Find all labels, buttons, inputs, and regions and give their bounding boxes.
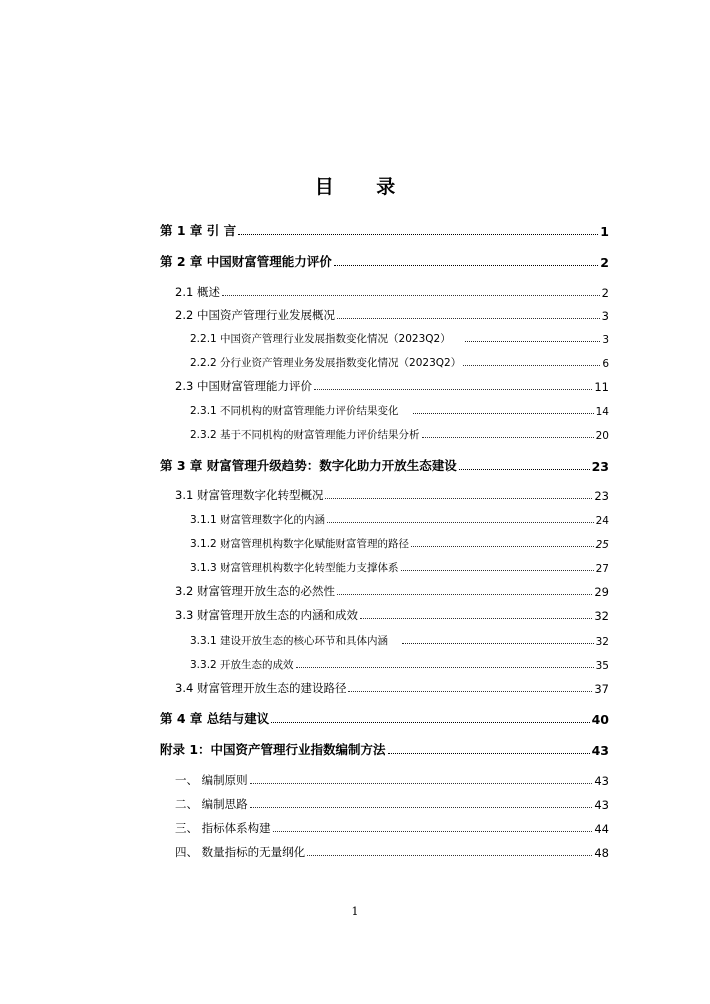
toc-entry-appendix-1[interactable] xyxy=(160,738,609,758)
toc-entry-label: 2.3.2 基于不同机构的财富管理能力评价结果分析 xyxy=(190,429,420,441)
toc-entry-2-2-1[interactable] xyxy=(190,328,609,346)
toc-entry-label: 3.1 财富管理数字化转型概况 xyxy=(175,488,324,502)
toc-entry-chapter-1[interactable] xyxy=(160,219,609,239)
toc-entry-appendix-1-1[interactable] xyxy=(175,770,609,788)
dot-leader xyxy=(348,691,592,692)
toc-entry-3-1[interactable] xyxy=(175,485,609,503)
toc-entry-label: 3.3.1 建设开放生态的核心环节和具体内涵 xyxy=(190,635,389,647)
dot-leader xyxy=(337,318,600,319)
toc-entry-page: 24 xyxy=(595,515,609,527)
toc-entry-label: 2.2.1 中国资产管理行业发展指数变化情况（2023Q2） xyxy=(190,333,451,345)
dot-leader xyxy=(463,365,600,366)
dot-leader xyxy=(401,570,594,571)
toc-entry-3-1-3[interactable] xyxy=(190,557,609,575)
toc-entry-page: 32 xyxy=(594,609,609,623)
toc-entry-2-2-2[interactable] xyxy=(190,352,609,370)
toc-entry-page: 2 xyxy=(601,286,609,300)
toc-entry-label: 附录 1：中国资产管理行业指数编制方法 xyxy=(160,742,386,757)
dot-leader xyxy=(296,667,594,668)
dot-leader xyxy=(238,234,598,235)
toc-entry-appendix-1-4[interactable] xyxy=(175,842,609,860)
dot-leader xyxy=(307,855,592,856)
toc-entry-label: 3.4 财富管理开放生态的建设路径 xyxy=(175,681,347,695)
dot-leader xyxy=(337,594,592,595)
toc-entry-page: 3 xyxy=(601,309,609,323)
toc-entry-3-1-2[interactable] xyxy=(190,533,609,551)
toc-entry-2-2[interactable] xyxy=(175,305,609,323)
dot-leader xyxy=(360,618,592,619)
toc-entry-page: 14 xyxy=(595,406,609,418)
toc-entry-3-3[interactable] xyxy=(175,605,609,623)
toc-entry-page: 23 xyxy=(594,489,609,503)
dot-leader xyxy=(459,469,590,470)
toc-entry-label: 第 1 章 引 言 xyxy=(160,223,237,238)
toc-entry-2-3-1[interactable] xyxy=(190,400,609,418)
toc-entry-label: 2.1 概述 xyxy=(175,285,220,299)
toc-entry-label: 第 3 章 财富管理升级趋势：数字化助力开放生态建设 xyxy=(160,458,457,473)
toc-entry-3-4[interactable] xyxy=(175,678,609,696)
dot-leader xyxy=(388,753,590,754)
toc-title: 目 录 xyxy=(314,176,414,198)
toc-entry-label: 3.1.3 财富管理机构数字化转型能力支撑体系 xyxy=(190,562,399,574)
dot-leader xyxy=(314,389,592,390)
toc-entry-page: 40 xyxy=(591,712,609,727)
dot-leader xyxy=(422,437,594,438)
toc-entry-label: 第 4 章 总结与建议 xyxy=(160,711,270,726)
dot-leader xyxy=(413,413,594,414)
toc-entry-appendix-1-2[interactable] xyxy=(175,794,609,812)
toc-entry-chapter-4[interactable] xyxy=(160,707,609,727)
toc-entry-page: 48 xyxy=(594,846,609,860)
toc-entry-page: 3 xyxy=(602,334,609,346)
toc-entry-page: 35 xyxy=(595,660,609,672)
dot-leader xyxy=(271,722,589,723)
dot-leader xyxy=(222,295,600,296)
toc-entry-page: 25 xyxy=(595,539,609,551)
toc-entry-label: 2.3 中国财富管理能力评价 xyxy=(175,379,312,393)
toc-entry-3-3-2[interactable] xyxy=(190,654,609,672)
toc-entry-3-2[interactable] xyxy=(175,581,609,599)
toc-entry-page: 2 xyxy=(600,255,609,270)
toc-entry-label: 3.2 财富管理开放生态的必然性 xyxy=(175,584,335,598)
page-number: 1 xyxy=(351,905,359,918)
toc-entry-label: 2.2 中国资产管理行业发展概况 xyxy=(175,308,335,322)
toc-entry-2-3-2[interactable] xyxy=(190,424,609,442)
dot-leader xyxy=(465,341,601,342)
toc-entry-page: 29 xyxy=(594,585,609,599)
toc-entry-label: 3.3.2 开放生态的成效 xyxy=(190,659,294,671)
toc-entry-2-3[interactable] xyxy=(175,376,609,394)
toc-entry-page: 1 xyxy=(600,224,609,239)
toc-entry-appendix-1-3[interactable] xyxy=(175,818,609,836)
toc-entry-page: 32 xyxy=(595,636,609,648)
toc-entry-chapter-2[interactable] xyxy=(160,250,609,270)
toc-entry-label: 2.2.2 分行业资产管理业务发展指数变化情况（2023Q2） xyxy=(190,357,462,369)
dot-leader xyxy=(334,265,599,266)
toc-entry-label: 3.3 财富管理开放生态的内涵和成效 xyxy=(175,608,358,622)
toc-entry-label: 四、 数量指标的无量纲化 xyxy=(175,845,306,859)
toc-entry-label: 3.1.1 财富管理数字化的内涵 xyxy=(190,514,326,526)
dot-leader xyxy=(325,498,592,499)
toc-entry-page: 23 xyxy=(591,459,609,474)
toc-entry-page: 44 xyxy=(594,822,609,836)
toc-entry-page: 43 xyxy=(594,798,609,812)
toc-entry-label: 三、 指标体系构建 xyxy=(175,821,271,835)
toc-entry-3-1-1[interactable] xyxy=(190,509,609,527)
toc-entry-page: 11 xyxy=(594,380,609,394)
toc-entry-page: 43 xyxy=(591,743,609,758)
toc-entry-label: 2.3.1 不同机构的财富管理能力评价结果变化 xyxy=(190,405,399,417)
toc-entry-label: 第 2 章 中国财富管理能力评价 xyxy=(160,254,332,269)
toc-entry-label: 3.1.2 财富管理机构数字化赋能财富管理的路径 xyxy=(190,538,410,550)
dot-leader xyxy=(250,807,593,808)
dot-leader xyxy=(411,546,594,547)
dot-leader xyxy=(327,522,594,523)
toc-entry-label: 一、 编制原则 xyxy=(175,773,248,787)
toc-entry-2-1[interactable] xyxy=(175,282,609,300)
toc-entry-page: 27 xyxy=(595,563,609,575)
dot-leader xyxy=(273,831,593,832)
toc-entry-page: 20 xyxy=(595,430,609,442)
dot-leader xyxy=(402,643,594,644)
toc-entry-label: 二、 编制思路 xyxy=(175,797,248,811)
toc-entry-page: 37 xyxy=(594,682,609,696)
toc-entry-page: 43 xyxy=(594,774,609,788)
toc-entry-page: 6 xyxy=(602,358,609,370)
toc-entry-3-3-1[interactable] xyxy=(190,630,609,648)
dot-leader xyxy=(250,783,593,784)
toc-entry-chapter-3[interactable] xyxy=(160,454,609,474)
